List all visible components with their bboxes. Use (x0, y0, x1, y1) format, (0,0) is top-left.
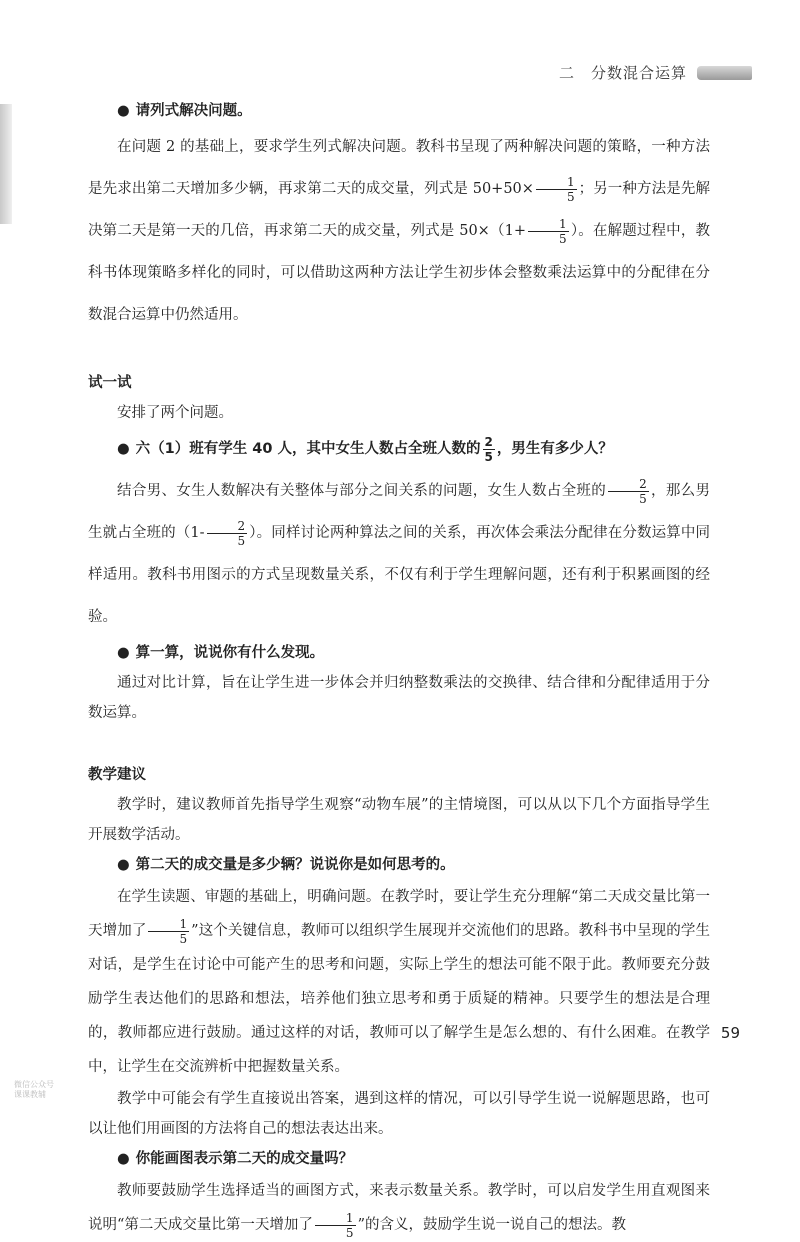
section-title: 试一试 (88, 375, 132, 391)
fraction: $\frac{2}{5}$ (608, 477, 649, 506)
bullet-icon: ● (117, 857, 130, 873)
paragraph: 通过对比计算，旨在让学生进一步体会并归纳整数乘法的交换律、结合律和分配律适用于分数运算。 (88, 675, 710, 721)
header-decoration-bar (697, 66, 752, 80)
fraction: $\frac{1}{5}$ (148, 917, 189, 946)
bullet-icon: ● (117, 1151, 130, 1167)
paragraph: 安排了两个问题。 (117, 405, 233, 421)
page-number: 59 (720, 1024, 740, 1042)
watermark-text: 微信公众号 课课教辅 (14, 1080, 54, 1099)
fraction: $\frac{1}{5}$ (315, 1211, 356, 1240)
bullet-heading: ● 你能画图表示第二天的成交量吗？ (117, 1151, 354, 1167)
bullet-icon: ● (117, 103, 130, 119)
paragraph: 在学生读题、审题的基础上，明确问题。在教学时，要让学生充分理解“第二天成交量比第一天增加了 $\frac{1}{5}$ ”这个关键信息，教师可以组织学生展现并交流他们的思路。教科书中呈现的学生对话，是学生在讨论中可能产生的思考和问题，实际上学生的想法可能不限于此。教师要充分鼓励学生表达他们的思路和想法，培养他们独立思考和勇于质疑的精神。只要学生的想法是合理的，教师都应进行鼓励。通过这样的对话，教师可以了解学生是怎么想的、有什么困难。在教学中，让学生在交流辨析中把握数量关系。 (88, 889, 711, 1075)
page-header (559, 62, 752, 83)
fraction: $\frac{2}{5}$ (484, 434, 493, 464)
paragraph: 教学中可能会有学生直接说出答案，遇到这样的情况，可以引导学生说一说解题思路，也可以让他们用画图的方法将自己的想法表达出来。 (88, 1091, 710, 1137)
bullet-heading: ● 请列式解决问题。 (117, 103, 252, 119)
fraction: $\frac{2}{5}$ (207, 519, 248, 548)
bullet-icon: ● (117, 441, 130, 457)
bullet-heading: ● 六（1）班有学生 40 人，其中女生人数占全班人数的 $\frac{2}{5}$ ，男生有多少人？ (117, 434, 613, 464)
page-content (88, 96, 710, 1242)
paragraph: 结合男、女生人数解决有关整体与部分之间关系的问题，女生人数占全班的 $\frac{2}{5}$ ，那么男生就占全班的（1- $\frac{2}{5}$ ）。同样讨论两种算法之间的关系，再次体会乘法分配律在分数运算中同样适用。教科书用图示的方式呈现数量关系，不仅有利于学生理解问题，还有利于积累画图的经验。 (88, 476, 711, 625)
paragraph: 教师要鼓励学生选择适当的画图方式，来表示数量关系。教学时，可以启发学生用直观图来说明“第二天成交量比第一天增加了 $\frac{1}{5}$ ”的含义，鼓励学生说一说自己的想法。教 (88, 1183, 710, 1240)
bullet-heading: ● 算一算，说说你有什么发现。 (117, 645, 325, 661)
bullet-heading: ● 第二天的成交量是多少辆？说说你是如何思考的。 (117, 857, 455, 873)
side-tab (0, 104, 12, 224)
fraction: $\frac{1}{5}$ (528, 217, 569, 246)
fraction: $\frac{1}{5}$ (536, 175, 577, 204)
paragraph: 教学时，建议教师首先指导学生观察“动物车展”的主情境图，可以从以下几个方面指导学生开展数学活动。 (88, 797, 710, 843)
section-title: 教学建议 (88, 767, 146, 783)
chapter-title: 二 分数混合运算 (558, 64, 687, 82)
paragraph: 在问题 2 的基础上，要求学生列式解决问题。教科书呈现了两种解决问题的策略，一种方法是先求出第二天增加多少辆，再求第二天的成交量，列式是 50+50× $\frac{1}{5}$ ；另一种方法是先解决第二天是第一天的几倍，再求第二天的成交量，列式是 50×（1+ $\frac{1}{5}$ ）。在解题过程中，教科书体现策略多样化的同时，可以借助这两种方法让学生初步体会整数乘法运算中的分配律在分数混合运算中仍然适用。 (88, 139, 711, 323)
bullet-icon: ● (117, 645, 130, 661)
